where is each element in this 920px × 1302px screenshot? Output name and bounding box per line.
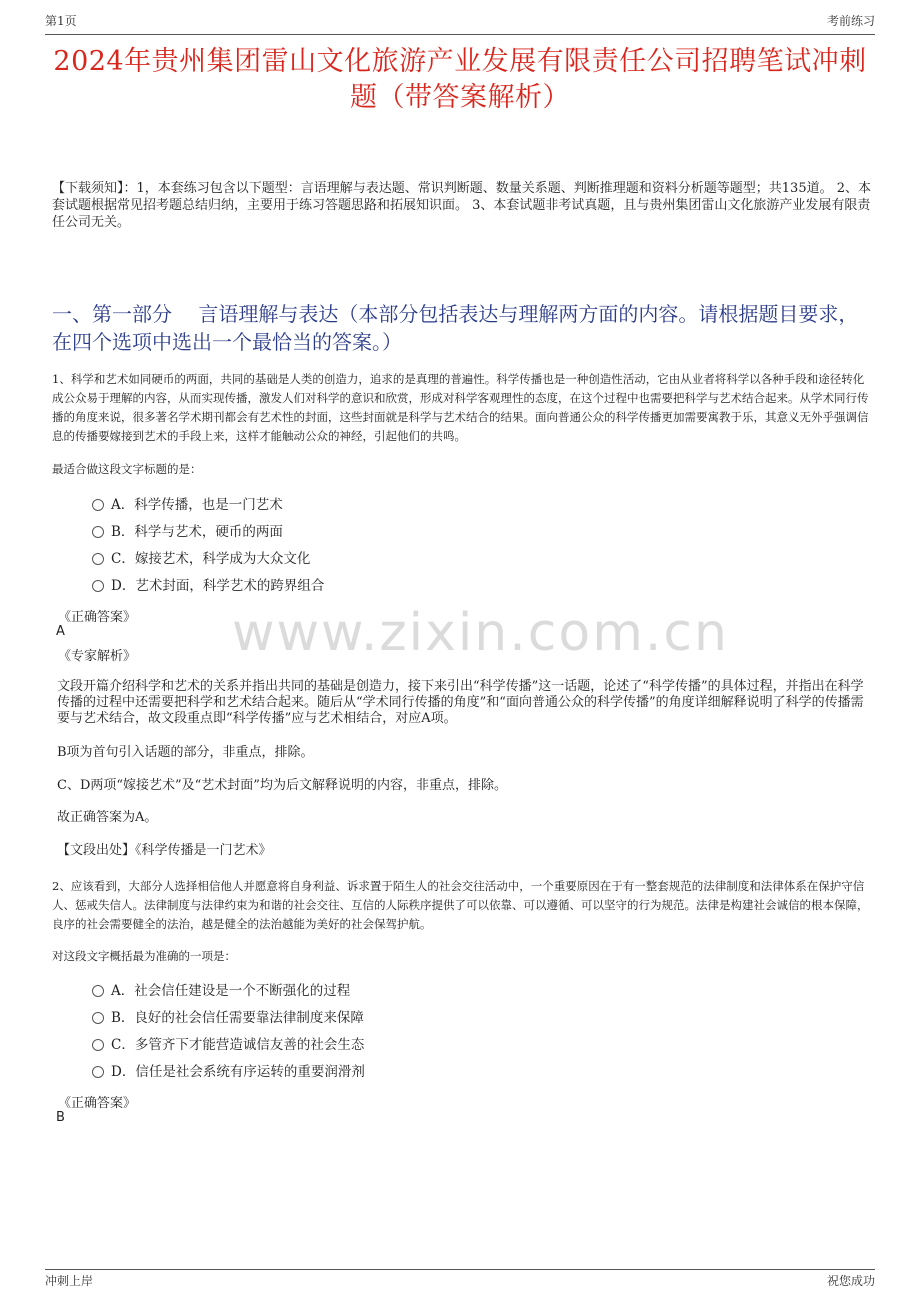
question-2-answer-label: 《正确答案》 bbox=[58, 1096, 137, 1111]
page-footer bbox=[45, 1272, 875, 1292]
radio-icon[interactable] bbox=[92, 553, 104, 565]
question-2-option-c[interactable] bbox=[92, 1035, 364, 1055]
analysis-paragraph: 文段开篇介绍科学和艺术的关系并指出共同的基础是创造力，接下来引出“科学传播”这一话题，论述了“科学传播”的具体过程，并指出在科学传播的过程中还需要把科学和艺术结合起来。随后从“学术同行传播的角度”和“面向普通公众的科学传播”的角度详细解释说明了科学的传播需要与艺术结合，故文段重点即“科学传播”应与艺术相结合，对应A项。 bbox=[57, 679, 864, 726]
question-1-option-a[interactable] bbox=[92, 495, 283, 515]
question-2-passage: 2、应该看到，大部分人选择相信他人并愿意将自身利益、诉求置于陌生人的社会交往活动中，一个重要原因在于有一整套规范的法律制度和法律体系在保护守信人、惩戒失信人。法律制度与法律约束为和谐的社会交往、互信的人际秩序提供了可以依靠、可以遵循、可以坚守的行为规范。法律是构建社会诚信的根本保障，良序的社会需要健全的法治，越是健全的法治越能为美好的社会保驾护航。 bbox=[52, 879, 869, 931]
header-tag: 考前练习 bbox=[826, 14, 875, 28]
radio-icon[interactable] bbox=[92, 1039, 104, 1051]
analysis-paragraph: C、D两项“嫁接艺术”及“艺术封面”均为后文解释说明的内容，非重点，排除。 bbox=[57, 778, 507, 793]
analysis-source: 【文段出处】《科学传播是一门艺术》 bbox=[57, 843, 272, 858]
radio-icon[interactable] bbox=[92, 1012, 104, 1024]
footer-divider bbox=[45, 1269, 875, 1270]
question-2-option-a[interactable] bbox=[92, 981, 350, 1001]
question-1-passage: 1、科学和艺术如同硬币的两面，共同的基础是人类的创造力，追求的是真理的普遍性。科学传播也是一种创造性活动，它由从业者将科学以各种手段和途径转化成公众易于理解的内容，从而实现传播，激发人们对科学的意识和欣赏，形成对科学客观理性的态度，在这个过程中也需要把科学与艺术结合起来。从学术同行传播的角度来说，很多著名学术期刊都会有艺术性的封面，这些封面就是科学与艺术结合的结果。面向普通公众的科学传播更加需要寓教于乐，其意义无外乎强调信息的传播要嫁接到艺术的手段上来，这样才能触动公众的神经，引起他们的共鸣。 bbox=[52, 372, 869, 443]
question-2-prompt: 对这段文字概括最为准确的一项是： bbox=[52, 949, 236, 963]
question-1-answer-label: 《正确答案》 bbox=[58, 610, 137, 625]
footer-left-text: 冲刺上岸 bbox=[45, 1274, 94, 1288]
question-1-option-d[interactable] bbox=[92, 576, 324, 596]
radio-icon[interactable] bbox=[92, 580, 104, 592]
radio-icon[interactable] bbox=[92, 985, 104, 997]
question-1-analysis-label: 《专家解析》 bbox=[58, 649, 137, 664]
question-2-option-d[interactable] bbox=[92, 1062, 365, 1082]
option-label: D．信任是社会系统有序运转的重要润滑剂 bbox=[111, 1064, 365, 1080]
analysis-paragraph: B项为首句引入话题的部分，非重点，排除。 bbox=[57, 745, 314, 760]
page-header bbox=[45, 12, 875, 32]
option-label: A．社会信任建设是一个不断强化的过程 bbox=[111, 983, 351, 999]
question-2-option-b[interactable] bbox=[92, 1008, 364, 1028]
question-1-option-c[interactable] bbox=[92, 549, 310, 569]
section-heading: 一、第一部分 言语理解与表达（本部分包括表达与理解两方面的内容。请根据题目要求，在四个选项中选出一个最恰当的答案。） bbox=[52, 302, 859, 354]
watermark: www.zixin.com.cn bbox=[232, 603, 729, 663]
option-label: A．科学传播，也是一门艺术 bbox=[111, 497, 283, 513]
question-2-answer: B bbox=[56, 1110, 65, 1125]
question-1-answer: A bbox=[56, 624, 65, 639]
analysis-paragraph: 故正确答案为A。 bbox=[57, 810, 158, 825]
footer-right-text: 祝您成功 bbox=[826, 1274, 875, 1288]
option-label: B．良好的社会信任需要靠法律制度来保障 bbox=[111, 1010, 364, 1026]
radio-icon[interactable] bbox=[92, 499, 104, 511]
page-number: 第1页 bbox=[45, 14, 77, 28]
radio-icon[interactable] bbox=[92, 526, 104, 538]
radio-icon[interactable] bbox=[92, 1066, 104, 1078]
document-title: 2024年贵州集团雷山文化旅游产业发展有限责任公司招聘笔试冲刺题（带答案解析） bbox=[53, 46, 867, 113]
option-label: B．科学与艺术，硬币的两面 bbox=[111, 524, 283, 540]
question-1-prompt: 最适合做这段文字标题的是： bbox=[52, 462, 202, 476]
header-divider bbox=[45, 34, 875, 35]
option-label: C．嫁接艺术，科学成为大众文化 bbox=[111, 551, 311, 567]
option-label: D．艺术封面，科学艺术的跨界组合 bbox=[111, 578, 325, 594]
download-notice: 【下载须知】：1，本套练习包含以下题型：言语理解与表达题、常识判断题、数量关系题、判断推理题和资料分析题等题型；共135道。 2、本套试题根据常见招考题总结归纳，主要用于练习答题思路和拓展知识面。 3、本套试题非考试真题，且与贵州集团雷山文化旅游产业发展有限责任公司无关。 bbox=[52, 181, 871, 230]
option-label: C．多管齐下才能营造诚信友善的社会生态 bbox=[111, 1037, 365, 1053]
question-1-option-b[interactable] bbox=[92, 522, 283, 542]
